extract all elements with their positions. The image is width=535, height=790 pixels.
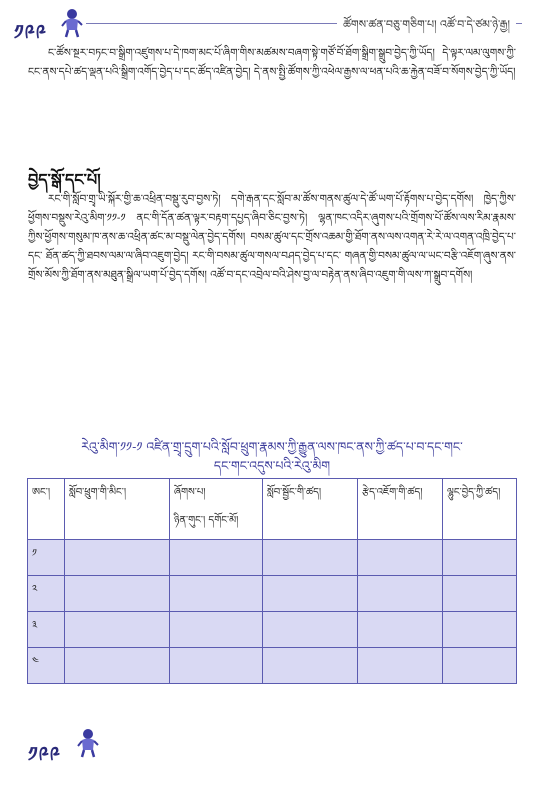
table-cell <box>443 648 517 684</box>
table-cell <box>170 540 263 576</box>
table-row <box>28 540 517 576</box>
header-cell-play <box>358 479 443 540</box>
header-label: སློབ་སྦྱོང་གི་ཚད། <box>267 487 322 498</box>
table-cell <box>358 540 443 576</box>
row-number-cell: ༡ <box>28 540 65 576</box>
table-cell <box>263 648 358 684</box>
table-cell <box>170 612 263 648</box>
table-cell <box>170 648 263 684</box>
header-label: ལྷུང་བྱེད་ཀྱི་ཚད། <box>447 487 501 498</box>
table-cell <box>65 648 170 684</box>
body-paragraph: རང་གི་སློབ་གྲྭ་ཡི་སྐོར་གྱི་ཆ་འཕྲིན་བསྡུ་རུབ་བྱས་ཏེ། དགེ་རྒན་དང་སློབ་མ་ཚོས་གནས་ཚུལ་དེ་ཚོ་ཡག་པོ་རྟོགས་པ་བྱེད་དགོས། ཁྱེད་ཀྱིས་ཕྱོགས་བསྡུས་རེའུ་མིག་༡༡-༡ ནང་གི་དོན་ཚན་ལྟར་བརྟག་དཔྱད་ཞིབ་ཅིང་བྱས་ཏེ། ལྷན་ཁང་འདིར་ཞུགས་པའི་གྲོགས་པོ་ཚོས་ལས་རིམ་རྣམས་ཀྱིས་ཕྱོགས་གསུམ་ཁ་ནས་ཆ་འཕྲིན་ཚང་མ་བསྡུ་ལེན་བྱེད་དགོས། བསམ་ཚུལ་དང་གྲོས་འཆམ་གྱི་ཐོག་ནས་ལས་འགན་རེ་རེ་ལ་འགན་འཁྲི་བྱེད་པ་དང་ ཐོན་ཚད་ཀྱི་ཐབས་ལམ་ལ་ཞིབ་འཇུག་བྱེད། རང་གི་བསམ་ཚུལ་གསལ་བཤད་བྱེད་པ་དང་ གཞན་གྱི་བསམ་ཚུལ་ལ་ཡང་བརྩི་འཇོག་ཞུས་ནས་ གྲོས་མོས་ཀྱི་ཐོག་ནས་མཐུན་སྒྲིལ་ཡག་པོ་བྱེད་དགོས། འཚོ་བ་དང་འབྲེལ་བའི་ཤེས་བྱ་ལ་བརྟེན་ནས་ཞིབ་འཇུག་གི་ལས་ཀ་སྒྲུབ་དགོས། <box>28 193 516 281</box>
row-number-cell: ༣ <box>28 612 65 648</box>
header-label: ཨང་། <box>32 487 51 498</box>
row-number-cell: ༤ <box>28 648 65 684</box>
table-cell <box>170 576 263 612</box>
table-title-line1: རེའུ་མིག་༡༡-༡ འཛིན་གྲྭ་དྲུག་པའི་སློབ་ཕྲུག་རྣམས་ཀྱི་རྒྱུན་ལས་ཁང་ནས་ཀྱི་ཚད་པ་བ་དང་གང་ <box>81 439 463 454</box>
page-header <box>14 10 522 44</box>
table-cell <box>443 576 517 612</box>
table-row <box>28 576 517 612</box>
table-cell <box>65 576 170 612</box>
table-cell <box>263 612 358 648</box>
table-cell <box>443 612 517 648</box>
table-cell <box>263 576 358 612</box>
footer-page-number: ༡༩༩ <box>28 742 61 766</box>
header-label: ཞོགས་པ། <box>174 487 206 498</box>
page-number: ༡༩༩ <box>14 20 47 44</box>
table-cell <box>263 540 358 576</box>
table-header-row <box>28 479 517 540</box>
header-label: རྩེད་འཇོག་གི་ཚད། <box>362 487 423 498</box>
header-cell-study <box>263 479 358 540</box>
intro-paragraph: ང་ཚོས་སྔར་བཏང་བ་སྒྲིག་འཛུགས་པ་དེ་ཁག་མང་པོ་ཞིག་གིས་མཚམས་བཞག་སྟེ་གཙོ་བོ་ཐོག་སྒྲིག་སྒྲུབ་བྱེད་ཀྱི་ཡོད། དེ་ལྟར་ལམ་ལུགས་ཀྱི་ངང་ནས་དཔེ་ཚད་ལྡན་པའི་སྒྲིག་འགོད་བྱེད་པ་དང་ཚོད་འཛིན་བྱེད། དེ་ནས་སྤྱི་ཚོགས་ཀྱི་འཕེལ་རྒྱས་ལ་ཕན་པའི་ཆ་རྐྱེན་བཟོ་བ་སོགས་བྱེད་ཀྱི་ཡོད། <box>28 47 516 78</box>
boy-figure-icon <box>60 8 84 38</box>
data-table <box>27 478 517 684</box>
table-row <box>28 648 517 684</box>
header-label: སློབ་ཕྲུག་གི་མིང་། <box>69 487 127 498</box>
section-heading: བྱེད་སྒོ་དང་པོ། <box>28 170 101 189</box>
header-sublabel: ཉིན་གུང་། དགོང་མོ། <box>174 515 239 526</box>
table-cell <box>443 540 517 576</box>
boy-figure-icon <box>76 728 100 758</box>
table-cell <box>358 612 443 648</box>
header-cell-time-of-day <box>170 479 263 540</box>
header-cell-number <box>28 479 65 540</box>
header-title: ཚོགས་ཚན་བཅུ་གཅིག་པ། འཚོ་བ་དེ་ཙམ་ཉེ་རྒྱ། <box>337 12 516 43</box>
table-title-line2: དང་གང་འདུས་པའི་རེའུ་མིག <box>213 458 331 473</box>
table-cell <box>358 576 443 612</box>
table-cell <box>65 540 170 576</box>
row-number-cell: ༢ <box>28 576 65 612</box>
header-cell-chores <box>443 479 517 540</box>
table-cell <box>65 612 170 648</box>
header-cell-student-name <box>65 479 170 540</box>
table-row <box>28 612 517 648</box>
table-cell <box>358 648 443 684</box>
